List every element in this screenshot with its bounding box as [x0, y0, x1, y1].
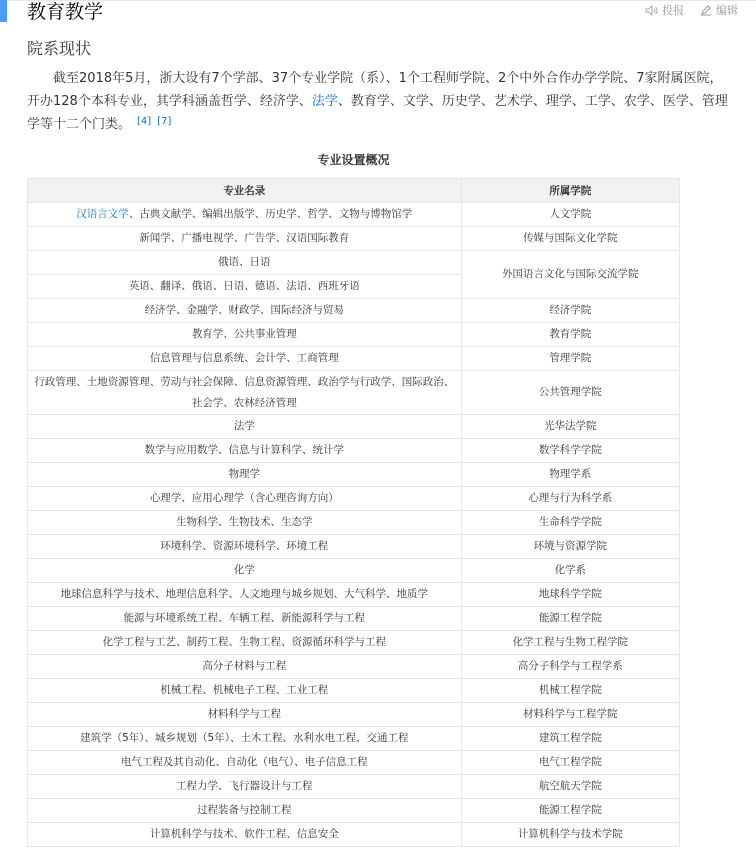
- table-cell-college: 生命科学学院: [461, 511, 679, 535]
- citation-7-link[interactable]: [7]: [157, 116, 172, 127]
- intro-paragraph: [27, 67, 732, 136]
- table-cell-majors: 材料科学与工程: [28, 703, 462, 727]
- table-row: [28, 775, 680, 799]
- pencil-icon: [700, 4, 712, 16]
- table-row: [28, 415, 680, 439]
- subsection-title: 院系现状: [27, 39, 92, 58]
- table-cell-majors: [28, 203, 462, 227]
- table-cell-majors: 生物科学、生物技术、生态学: [28, 511, 462, 535]
- table-cell-majors: 高分子材料与工程: [28, 655, 462, 679]
- table-cell-college: 人文学院: [461, 203, 679, 227]
- chinese-literature-link[interactable]: 汉语言文学: [76, 208, 129, 220]
- table-cell-college: 化学系: [461, 559, 679, 583]
- table-cell-majors: 心理学、应用心理学（含心理咨询方向）: [28, 487, 462, 511]
- table-row: [28, 299, 680, 323]
- table-cell-majors: 过程装备与控制工程: [28, 799, 462, 823]
- table-cell-college: 教育学院: [461, 323, 679, 347]
- table-cell-majors: 计算机科学与技术、软件工程、信息安全: [28, 823, 462, 847]
- table-row: [28, 323, 680, 347]
- section-tools: [645, 2, 738, 18]
- table-cell-majors: 英语、翻译、俄语、日语、德语、法语、西班牙语: [28, 275, 462, 299]
- table-row: [28, 487, 680, 511]
- edit-button[interactable]: [700, 2, 738, 18]
- table-row: [28, 607, 680, 631]
- speaker-icon: [645, 5, 658, 16]
- table-cell-college: 机械工程学院: [461, 679, 679, 703]
- table-cell-majors: 经济学、金融学、财政学、国际经济与贸易: [28, 299, 462, 323]
- table-cell-college: 光华法学院: [461, 415, 679, 439]
- edit-label: 编辑: [716, 4, 738, 17]
- table-row: [28, 251, 680, 275]
- table-cell-majors: 新闻学、广播电视学、广告学、汉语国际教育: [28, 227, 462, 251]
- table-row: [28, 751, 680, 775]
- table-cell-majors: 化学: [28, 559, 462, 583]
- table-cell-college: 传媒与国际文化学院: [461, 227, 679, 251]
- table-cell-college: 地球科学学院: [461, 583, 679, 607]
- table-caption: 专业设置概况: [317, 153, 390, 167]
- table-cell-college: 计算机科学与技术学院: [461, 823, 679, 847]
- table-cell-college: 管理学院: [461, 347, 679, 371]
- section-accent-bar: [0, 0, 7, 22]
- table-row: [28, 439, 680, 463]
- table-row: [28, 347, 680, 371]
- table-header-row: [28, 179, 680, 203]
- intro-text-2: 、教育学、文学、历史学、艺术学、理学、工学、农学、医学、管理学等十二个门类。: [27, 94, 728, 132]
- law-link[interactable]: 法学: [311, 94, 338, 109]
- table-cell-college: 数学科学学院: [461, 439, 679, 463]
- table-cell-majors: 法学: [28, 415, 462, 439]
- table-cell-college: 环境与资源学院: [461, 535, 679, 559]
- table-row: [28, 583, 680, 607]
- table-row: [28, 371, 680, 415]
- table-cell-majors: 地球信息科学与技术、地理信息科学、人文地理与城乡规划、大气科学、地质学: [28, 583, 462, 607]
- top-divider: [0, 0, 756, 1]
- table-cell-college: 经济学院: [461, 299, 679, 323]
- majors-table: [27, 178, 680, 847]
- majors-text: 、古典文献学、编辑出版学、历史学、哲学、文物与博物馆学: [128, 208, 413, 220]
- table-cell-college: 物理学系: [461, 463, 679, 487]
- table-row: [28, 227, 680, 251]
- table-cell-majors: 化学工程与工艺、制药工程、生物工程、资源循环科学与工程: [28, 631, 462, 655]
- citation-4-link[interactable]: [4]: [137, 116, 152, 127]
- table-cell-majors: 能源与环境系统工程、车辆工程、新能源科学与工程: [28, 607, 462, 631]
- table-cell-majors: 电气工程及其自动化、自动化（电气）、电子信息工程: [28, 751, 462, 775]
- report-button[interactable]: [645, 2, 684, 18]
- header-majors: 专业名录: [28, 179, 462, 203]
- table-row: [28, 559, 680, 583]
- table-cell-college: 外国语言文化与国际交流学院: [461, 251, 679, 299]
- table-cell-college: 能源工程学院: [461, 799, 679, 823]
- table-row: [28, 655, 680, 679]
- table-cell-majors: 机械工程、机械电子工程、工业工程: [28, 679, 462, 703]
- table-cell-majors: 建筑学（5年）、城乡规划（5年）、土木工程、水利水电工程、交通工程: [28, 727, 462, 751]
- table-row: [28, 631, 680, 655]
- table-cell-majors: 俄语、日语: [28, 251, 462, 275]
- table-cell-college: 心理与行为科学系: [461, 487, 679, 511]
- table-cell-college: 化学工程与生物工程学院: [461, 631, 679, 655]
- table-cell-majors: 教育学、公共事业管理: [28, 323, 462, 347]
- table-cell-college: 航空航天学院: [461, 775, 679, 799]
- table-cell-majors: 物理学: [28, 463, 462, 487]
- table-row: [28, 679, 680, 703]
- table-cell-majors: 信息管理与信息系统、会计学、工商管理: [28, 347, 462, 371]
- table-row: [28, 535, 680, 559]
- table-cell-college: 建筑工程学院: [461, 727, 679, 751]
- table-cell-majors: 行政管理、土地资源管理、劳动与社会保障、信息资源管理、政治学与行政学、国际政治、社会学、农林经济管理: [28, 371, 462, 415]
- report-label: 投报: [662, 4, 684, 17]
- table-cell-majors: 数学与应用数学、信息与计算科学、统计学: [28, 439, 462, 463]
- table-row: [28, 203, 680, 227]
- intro-text-1: 截至2018年5月，浙大设有7个学部、37个专业学院（系）、1个工程师学院、2个中外合作办学学院、7家附属医院，开办128个本科专业，其学科涵盖哲学、经济学、: [27, 71, 723, 109]
- table-row: [28, 703, 680, 727]
- table-cell-college: 材料科学与工程学院: [461, 703, 679, 727]
- section-title: 教育教学: [27, 1, 104, 23]
- table-cell-college: 电气工程学院: [461, 751, 679, 775]
- table-row: [28, 799, 680, 823]
- table-row: [28, 823, 680, 847]
- table-cell-majors: 工程力学、飞行器设计与工程: [28, 775, 462, 799]
- table-row: [28, 463, 680, 487]
- header-college: 所属学院: [461, 179, 679, 203]
- table-cell-college: 公共管理学院: [461, 371, 679, 415]
- table-row: [28, 511, 680, 535]
- table-cell-college: 高分子科学与工程学系: [461, 655, 679, 679]
- table-cell-majors: 环境科学、资源环境科学、环境工程: [28, 535, 462, 559]
- citation-refs: [131, 116, 171, 127]
- table-row: [28, 727, 680, 751]
- table-cell-college: 能源工程学院: [461, 607, 679, 631]
